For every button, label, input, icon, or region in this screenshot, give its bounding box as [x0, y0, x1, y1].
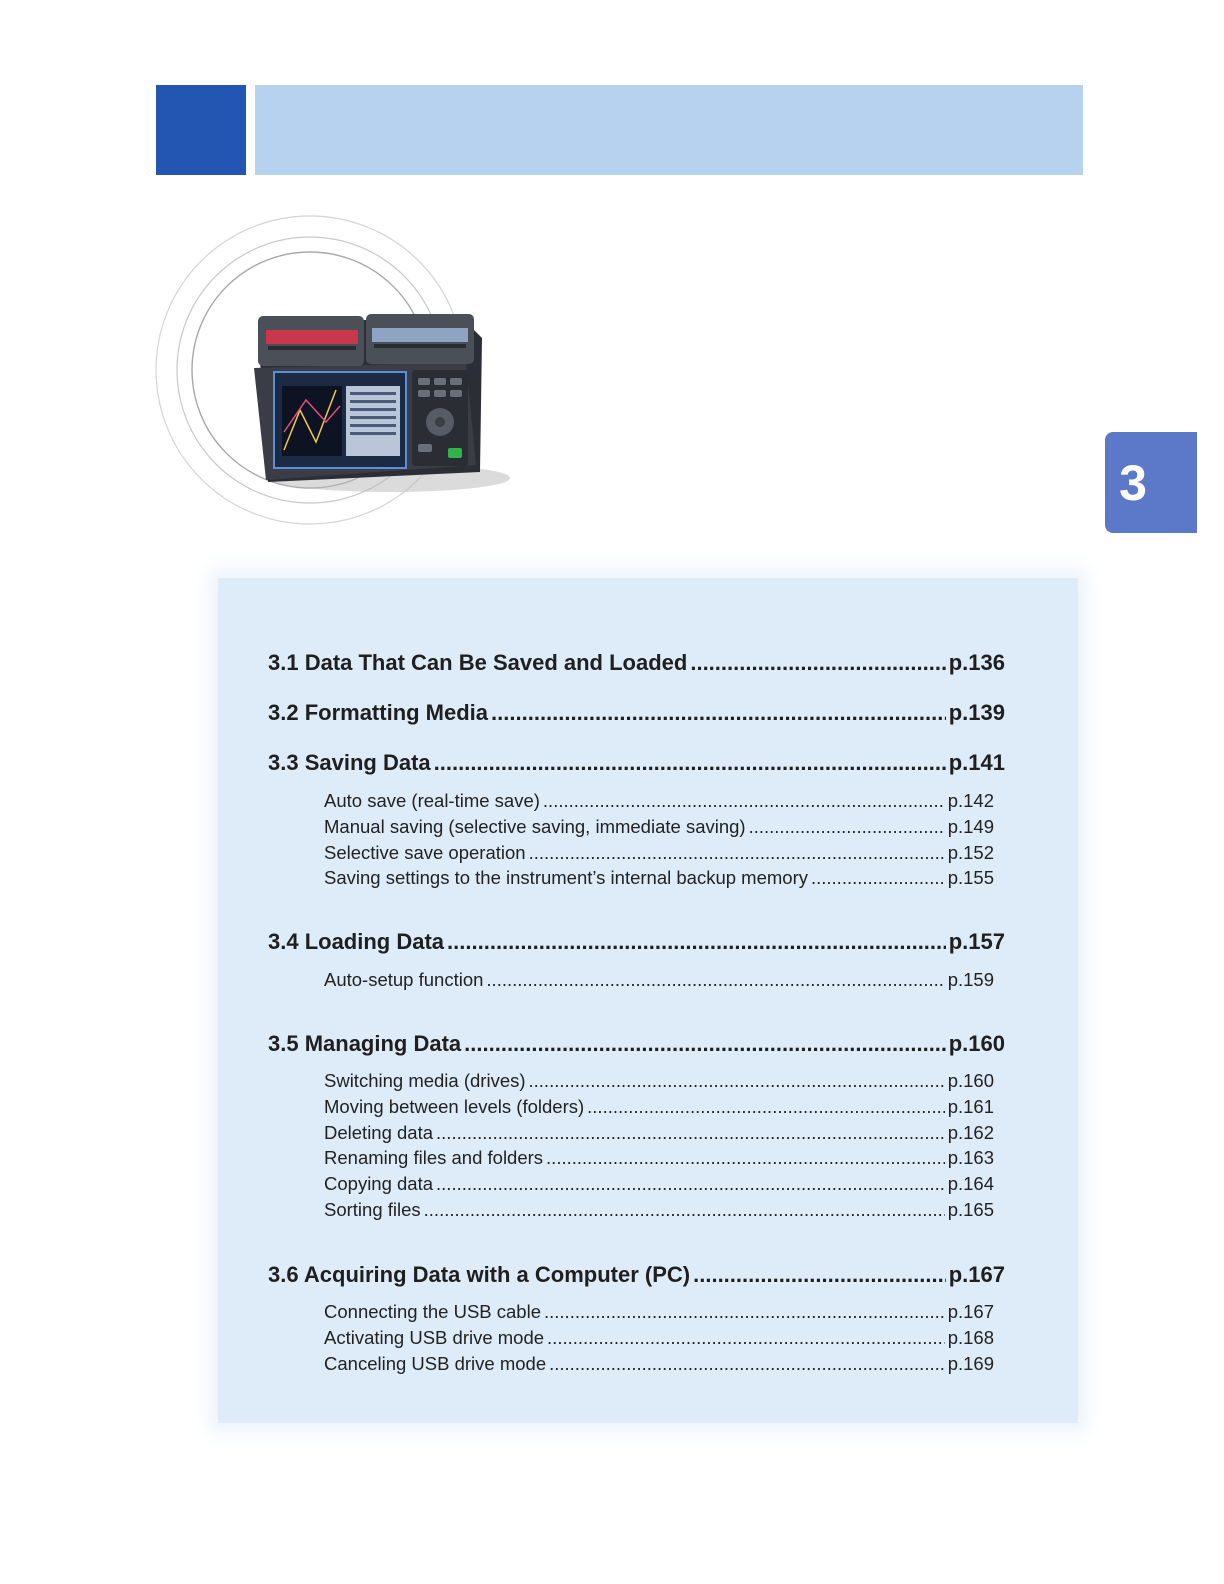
chapter-title-bar — [255, 85, 1083, 175]
toc-page-number: p.136 — [948, 650, 1005, 675]
toc-subsection-title: Selective save operation — [324, 841, 526, 863]
toc-section-entry[interactable] — [268, 929, 1005, 955]
dot-leader — [544, 1301, 945, 1323]
toc-section-entry[interactable] — [268, 1031, 1005, 1057]
toc-page-number: p.139 — [948, 700, 1005, 725]
toc-page-number: p.168 — [947, 1326, 994, 1348]
dot-leader — [529, 842, 945, 864]
dot-leader — [546, 1147, 945, 1169]
dot-leader — [436, 1122, 945, 1144]
dot-leader — [749, 816, 945, 838]
toc-subsection-title: Moving between levels (folders) — [324, 1095, 585, 1117]
toc-subsection-title: Renaming files and folders — [324, 1147, 544, 1169]
dot-leader — [690, 650, 945, 676]
toc-subsection-entry[interactable] — [324, 1070, 994, 1092]
toc-subsection-entry[interactable] — [324, 816, 994, 838]
toc-page-number: p.161 — [947, 1095, 994, 1117]
toc-page-number: p.160 — [948, 1031, 1005, 1056]
toc-page-number: p.160 — [947, 1070, 994, 1091]
toc-page-number: p.169 — [947, 1352, 994, 1374]
toc-subsection-title: Saving settings to the instrument’s internal backup memory — [324, 867, 808, 889]
toc-section-title: 3.3 Saving Data — [268, 750, 431, 775]
toc-subsection-title: Deleting data — [324, 1121, 434, 1143]
dot-leader — [434, 750, 946, 776]
dot-leader — [587, 1096, 945, 1118]
toc-section-title: 3.4 Loading Data — [268, 929, 445, 954]
toc-page-number: p.149 — [947, 815, 994, 837]
toc-subsection-entry[interactable] — [324, 1353, 994, 1375]
toc-page-number: p.152 — [947, 841, 994, 863]
toc-subsection-entry[interactable] — [324, 842, 994, 864]
chapter-tab[interactable] — [1105, 432, 1197, 533]
dot-leader — [693, 1262, 946, 1288]
toc-subsection-entry[interactable] — [324, 1147, 994, 1169]
dot-leader — [424, 1199, 945, 1221]
toc-page-number: p.163 — [947, 1147, 994, 1169]
toc-subsection-title: Connecting the USB cable — [324, 1301, 541, 1322]
toc-subsection-entry[interactable] — [324, 1199, 994, 1221]
toc-page-number: p.142 — [947, 790, 994, 811]
dot-leader — [486, 969, 944, 991]
toc-subsection-entry[interactable] — [324, 1096, 994, 1118]
toc-section-title: 3.6 Acquiring Data with a Computer (PC) — [268, 1262, 691, 1287]
toc-subsection-title: Copying data — [324, 1173, 434, 1195]
dot-leader — [543, 790, 945, 812]
toc-section-title: 3.5 Managing Data — [268, 1031, 462, 1056]
toc-page-number: p.167 — [948, 1262, 1005, 1287]
toc-subsection-title: Switching media (drives) — [324, 1070, 526, 1091]
dot-leader — [447, 929, 946, 955]
toc-subsection-entry[interactable] — [324, 790, 994, 812]
toc-section-title: 3.2 Formatting Media — [268, 700, 489, 725]
dot-leader — [436, 1173, 945, 1195]
toc-section-entry[interactable] — [268, 1262, 1005, 1288]
toc-page-number: p.164 — [947, 1173, 994, 1195]
toc-subsection-title: Auto save (real-time save) — [324, 790, 540, 811]
toc-section-entry[interactable] — [268, 650, 1005, 676]
toc-page-number: p.162 — [947, 1121, 994, 1143]
toc-section-entry[interactable] — [268, 700, 1005, 726]
toc-subsection-entry[interactable] — [324, 969, 994, 991]
toc-subsection-title: Sorting files — [324, 1199, 421, 1220]
dot-leader — [547, 1327, 945, 1349]
toc-subsection-title: Manual saving (selective saving, immediate saving) — [324, 815, 746, 837]
toc-subsection-entry[interactable] — [324, 1173, 994, 1195]
toc-section-title: 3.1 Data That Can Be Saved and Loaded — [268, 650, 688, 675]
toc-page-number: p.157 — [948, 929, 1005, 954]
toc-subsection-entry[interactable] — [324, 1301, 994, 1323]
toc-subsection-entry[interactable] — [324, 1122, 994, 1144]
dot-leader — [811, 867, 945, 889]
toc-page-number: p.155 — [947, 867, 994, 889]
dot-leader — [549, 1353, 945, 1375]
toc-subsection-title: Activating USB drive mode — [324, 1326, 545, 1348]
toc-page-number: p.141 — [948, 750, 1005, 775]
toc-page-number: p.159 — [947, 969, 994, 990]
data-logger-device-illustration — [150, 210, 510, 530]
toc-subsection-title: Auto-setup function — [324, 969, 484, 990]
toc-section-entry[interactable] — [268, 750, 1005, 776]
toc-subsection-entry[interactable] — [324, 1327, 994, 1349]
dot-leader — [529, 1070, 945, 1092]
toc-page-number: p.167 — [947, 1301, 994, 1322]
dot-leader — [464, 1031, 946, 1057]
chapter-number: 3 — [1119, 454, 1147, 511]
dot-leader — [491, 700, 946, 726]
toc-subsection-title: Canceling USB drive mode — [324, 1352, 547, 1374]
toc-page-number: p.165 — [947, 1199, 994, 1220]
chapter-header-block — [156, 85, 246, 175]
toc-subsection-entry[interactable] — [324, 867, 994, 889]
